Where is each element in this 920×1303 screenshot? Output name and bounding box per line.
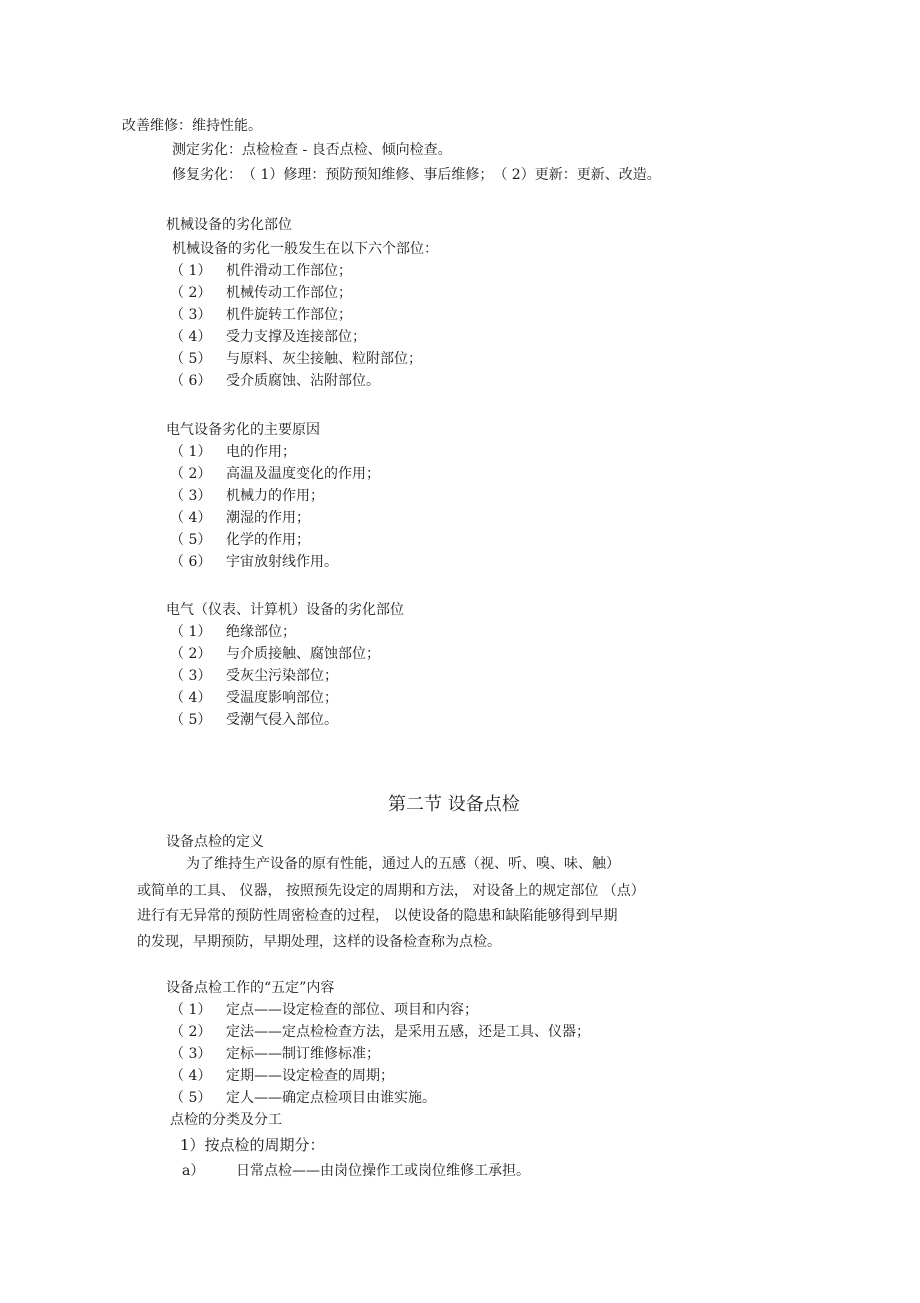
mech-item: （ 6） 受介质腐蚀、沾附部位。 [170,373,380,389]
def-line: 进行有无异常的预防性周密检查的过程， 以使设备的隐患和缺陷能够得到早期 [137,908,618,924]
five-item: （ 4） 定期——设定检查的周期； [170,1068,394,1084]
mech-item: （ 4） 受力支撑及连接部位； [170,329,366,345]
class-heading: 点检的分类及分工 [170,1112,282,1128]
elec-item: （ 3） 机械力的作用； [170,488,324,504]
def-line: 的发现，早期预防，早期处理，这样的设备检查称为点检。 [137,934,501,950]
def-line: 为了维持生产设备的原有性能，通过人的五感（视、听、嗅、味、触） [186,856,620,872]
intro-improve: 改善维修：维持性能。 [122,118,262,134]
instr-item: （ 3） 受灰尘污染部位； [170,668,338,684]
five-item: （ 1） 定点——设定检查的部位、项目和内容； [170,1002,478,1018]
elec-item: （ 4） 潮湿的作用； [170,510,310,526]
five-item: （ 2） 定法——定点检检查方法，是采用五感，还是工具、仪器； [170,1024,590,1040]
five-item: （ 3） 定标——制订维修标准； [170,1046,380,1062]
elec-heading: 电气设备劣化的主要原因 [166,422,320,438]
mech-lead: 机械设备的劣化一般发生在以下六个部位： [172,241,438,257]
intro-measure: 测定劣化：点检检查 - 良否点检、倾向检查。 [172,142,452,158]
mech-item: （ 1） 机件滑动工作部位； [170,263,352,279]
period-heading: 1）按点检的周期分： [180,1136,325,1154]
mech-item: （ 2） 机械传动工作部位； [170,285,352,301]
five-item: （ 5） 定人——确定点检项目由谁实施。 [170,1090,436,1106]
instr-item: （ 5） 受潮气侵入部位。 [170,712,338,728]
mech-item: （ 5） 与原料、灰尘接触、粒附部位； [170,351,422,367]
def-line: 或简单的工具、 仪器， 按照预先设定的周期和方法， 对设备上的规定部位 （点） [137,883,645,899]
mech-heading: 机械设备的劣化部位 [166,217,292,233]
instr-item: （ 4） 受温度影响部位； [170,690,338,706]
intro-repair: 修复劣化： （ 1）修理：预防预知维修、事后维修； （ 2）更新：更新、改造。 [172,167,661,183]
elec-item: （ 6） 宇宙放射线作用。 [170,554,338,570]
elec-item: （ 5） 化学的作用； [170,532,310,548]
five-heading: 设备点检工作的“五定”内容 [166,980,335,996]
instr-item: （ 2） 与介质接触、腐蚀部位； [170,646,380,662]
mech-item: （ 3） 机件旋转工作部位； [170,307,352,323]
section-title: 第二节 设备点检 [388,794,520,815]
elec-item: （ 2） 高温及温度变化的作用； [170,466,380,482]
def-heading: 设备点检的定义 [166,834,264,850]
instr-item: （ 1） 绝缘部位； [170,624,296,640]
instr-heading: 电气（仪表、计算机）设备的劣化部位 [166,602,404,618]
daily-item: a） 日常点检——由岗位操作工或岗位维修工承担。 [182,1163,530,1179]
elec-item: （ 1） 电的作用； [170,444,296,460]
